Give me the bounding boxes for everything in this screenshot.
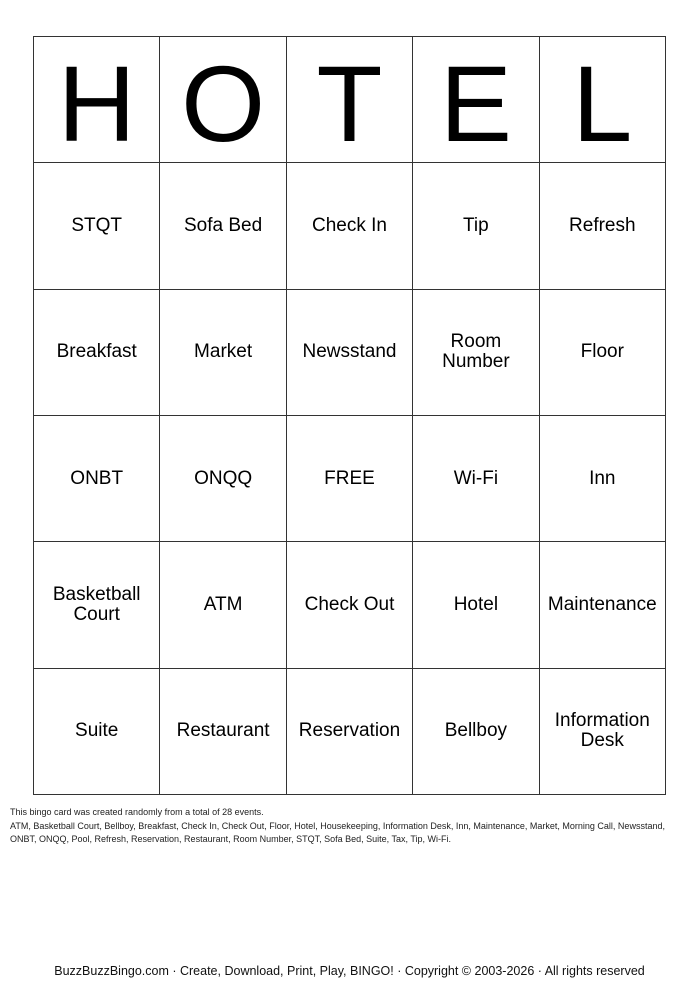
header-letter-o: O [160, 37, 286, 163]
header-letter-t: T [287, 37, 413, 163]
bingo-cell: Room Number [413, 290, 539, 416]
free-space-cell: FREE [287, 416, 413, 542]
header-letter-e: E [413, 37, 539, 163]
bingo-cell: ATM [160, 542, 286, 668]
bingo-cell: Suite [34, 669, 160, 795]
bingo-cell: STQT [34, 163, 160, 289]
bingo-cell: ONBT [34, 416, 160, 542]
bingo-cell: Restaurant [160, 669, 286, 795]
bingo-cell: ONQQ [160, 416, 286, 542]
bingo-cell: Check In [287, 163, 413, 289]
header-letter-h: H [34, 37, 160, 163]
bingo-cell: Maintenance [540, 542, 666, 668]
bingo-cell: Bellboy [413, 669, 539, 795]
bingo-cell: Sofa Bed [160, 163, 286, 289]
bingo-cell: Reservation [287, 669, 413, 795]
card-note [10, 806, 670, 847]
note-summary: This bingo card was created randomly from a total of 28 events. [10, 807, 264, 817]
site-footer: BuzzBuzzBingo.com · Create, Download, Print, Play, BINGO! · Copyright © 2003-2026 · All rights reserved [54, 964, 645, 978]
bingo-cell: Information Desk [540, 669, 666, 795]
bingo-cell: Newsstand [287, 290, 413, 416]
bingo-cell: Floor [540, 290, 666, 416]
header-letter-l: L [540, 37, 666, 163]
bingo-cell: Hotel [413, 542, 539, 668]
bingo-cell: Refresh [540, 163, 666, 289]
bingo-cell: Basketball Court [34, 542, 160, 668]
bingo-cell: Tip [413, 163, 539, 289]
bingo-cell: Market [160, 290, 286, 416]
note-event-list: ATM, Basketball Court, Bellboy, Breakfast, Check In, Check Out, Floor, Hotel, Housekeeping, Information Desk, Inn, Maintenance, Market, Morning Call, Newsstand, ONBT, ONQQ, Pool, Refresh, Reservation, Restaurant, Room Number, STQT, Sofa Bed, Suite, Tax, Tip, Wi-Fi. [10, 820, 665, 844]
bingo-cell: Check Out [287, 542, 413, 668]
bingo-card [33, 36, 666, 795]
bingo-cell: Breakfast [34, 290, 160, 416]
bingo-cell: Inn [540, 416, 666, 542]
bingo-cell: Wi-Fi [413, 416, 539, 542]
